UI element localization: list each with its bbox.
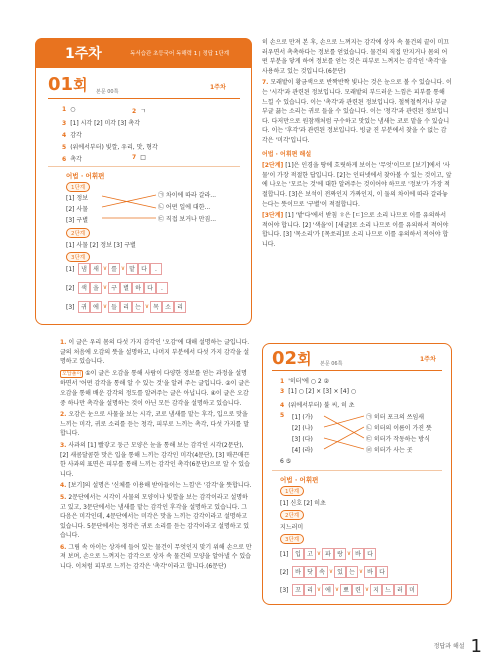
s1-match-right-1: ㉠ 차이에 따라 갈라... — [158, 192, 217, 199]
char-box: ∨ — [358, 568, 364, 575]
s1-answer-3 — [62, 118, 140, 127]
char-box: ∨ — [316, 586, 322, 593]
s1-step3-row-1 — [78, 263, 162, 275]
para-text: 히 손으로 만져 본 후, 손으로 느껴지는 감각에 상자 속 물건의 끝이 미끄러우면서 촉촉하다는 정보를 얻었습니다. 물건의 직접 만지거나 몸의 어떤 부분을 닿게 하여 정보를 얻는 것은 피부로 느껴지는 감각인 '촉각'을 사용하고 있는 것입니다.(6문단) — [262, 39, 450, 75]
char-box: 랑 — [334, 548, 346, 560]
step-tag: [3단계] — [262, 212, 284, 220]
session-2-tag: 1주차 — [420, 356, 436, 363]
para-text: 이 글은 우리 몸의 다섯 가지 감각인 '오감'에 대해 설명하는 글입니다. 글의 처음에 오감의 뜻을 설명하고, 나머지 부분에서 다섯 가지 감각을 설명하고 있습니다. — [60, 339, 250, 366]
session-1-note: 본문 00쪽 — [96, 89, 119, 95]
answer-number: 7 — [132, 154, 137, 161]
answer-text: 촉각 — [70, 156, 82, 163]
s2-match-left-4: [4] (라) — [292, 447, 313, 454]
para-text: 사과의 [1] 빨갛고 둥근 모양은 눈을 통해 보는 감각인 시각(2문단), [2] 새콤달콤한 맛은 입을 통해 느끼는 감각인 미각(4문단), [3] 매끈매끈한 사과의 표면은 피부를 통해 느끼는 감각인 촉각(6문단)으로 알 수 있습니다. — [60, 441, 250, 478]
week-title: 1주차 — [65, 46, 102, 62]
session-1-num-text: 01 — [48, 74, 74, 95]
s2-answer-6: 6 ⑤ — [280, 458, 292, 465]
left-explanations — [60, 338, 252, 574]
char-box: ∨ — [316, 550, 322, 557]
answer-text: [1] 시각 [2] 미각 [3] 촉각 — [70, 120, 140, 127]
char-box: 는 — [346, 566, 358, 578]
para-number: 4. — [60, 482, 67, 490]
s1-step3-label-2: [2] — [66, 285, 75, 292]
char-box: 새 — [90, 263, 102, 275]
para-5 — [60, 493, 252, 541]
answer-text: ㄱ — [140, 108, 146, 115]
answer-number: 1 — [280, 378, 285, 385]
session-2-num-text: 02 — [272, 348, 298, 369]
session-2-label: 회 — [297, 350, 312, 368]
s1-step3-row-3 — [78, 301, 186, 313]
char-box: 뾰 — [340, 584, 352, 596]
char-box: 맡 — [126, 263, 138, 275]
answer-number: 6 — [62, 156, 67, 163]
char-box: 다 — [364, 548, 376, 560]
char-box: 을 — [90, 282, 102, 294]
answer-number: 5 — [280, 412, 285, 419]
s1-vocab-title: 어법 · 어휘편 — [66, 172, 105, 180]
char-box: ∨ — [102, 284, 108, 291]
char-box: 하 — [132, 282, 144, 294]
s2-match-left-1: [1] (가) — [292, 414, 313, 421]
s1-answer-7 — [132, 154, 146, 161]
char-box: 고 — [304, 548, 316, 560]
answer-number: 3 — [280, 388, 285, 395]
para-text: 그림 속 아이는 상자에 들어 있는 물건이 무엇인지 맞기 위해 손으로 만져 보며, 손으로 느껴지는 감각으로 상자 속 물건의 모양을 알아낼 수 있습니다. 이처럼 피부로 느끼는 감각은 '촉각'이라고 합니다.(6문단) — [60, 543, 252, 571]
char-box: 냄 — [78, 263, 90, 275]
char-box: 속 — [316, 566, 328, 578]
s1-match-left-1: [1] 정보 — [66, 195, 88, 202]
s2-step2-chip: 2단계 — [280, 510, 304, 520]
page-footer — [434, 636, 482, 657]
s1-match-left-3: [3] 구별 — [66, 217, 88, 224]
session-1-number — [48, 74, 88, 95]
para-3 — [60, 441, 252, 479]
char-box: ∨ — [120, 265, 126, 272]
char-box: 에 — [322, 584, 334, 596]
s2-step3-row-1 — [292, 548, 376, 560]
answer-text: 감각 — [70, 132, 82, 139]
char-box: 는 — [132, 301, 144, 313]
vocab-explain-2 — [262, 161, 452, 209]
char-box: 바 — [292, 566, 304, 578]
s1-answer-2 — [132, 106, 146, 115]
footer-label: 정답과 해설 — [433, 643, 465, 650]
s2-vocab-title: 어법 · 어휘편 — [280, 476, 319, 484]
para-1 — [60, 338, 252, 367]
para-4 — [60, 481, 252, 491]
s2-step3-row-2 — [292, 566, 388, 578]
week-subtitle: 독서습관 초등국어 독해력 1 | 정답 1단계 — [130, 51, 230, 57]
s1-match-right-2: ㉡ 어떤 일에 대한... — [158, 204, 211, 211]
char-box: 목 — [150, 301, 162, 313]
s2-answer-5-label — [280, 412, 288, 419]
char-box: 미 — [406, 584, 418, 596]
session-2-number — [272, 348, 312, 369]
week-header — [35, 38, 252, 68]
para-7 — [262, 78, 452, 145]
para-cont — [262, 38, 452, 76]
char-box: 들 — [108, 301, 120, 313]
s1-step2-answers: [1] 사물 [2] 정보 [3] 구별 — [66, 242, 136, 249]
char-box: 닷 — [304, 566, 316, 578]
answer-number: 5 — [62, 144, 67, 151]
answer-number: 1 — [62, 106, 67, 113]
char-box: ∨ — [334, 586, 340, 593]
page-number: 1 — [470, 636, 482, 657]
char-box: 다 — [138, 263, 150, 275]
answer-text: ○ — [70, 106, 76, 113]
char-box: 를 — [108, 263, 120, 275]
s2-match-right-2: ㉡ 히터의 이름이 가진 뜻 — [366, 425, 432, 432]
char-box: 러 — [394, 584, 406, 596]
wrong-answer-tag: 오답풀이 — [62, 370, 82, 377]
s1-step1-chip: 1단계 — [66, 182, 90, 192]
para-text: [1] '밭'다'에서 받침 ㅎ은 [ㄷ]으로 소리 나므로 이를 유의하서 적어야 합니다. [2] '색을'이 [새글]로 소리 나므로 이를 유의하서 적어야 합니다. [3] '목소리'가 [목쏘리]로 소리 나므로 이를 유의하서 적어야 합니다. — [262, 212, 449, 248]
right-explanations — [262, 38, 452, 251]
char-box: 지 — [370, 584, 382, 596]
s1-match-right-3: ㉢ 직접 보거나 만짐... — [158, 216, 217, 223]
char-box: . — [150, 263, 162, 275]
s2-step2-answers: 지느러미 — [280, 524, 304, 531]
divider — [48, 98, 240, 99]
s1-answer-1 — [62, 106, 75, 113]
char-box: 느 — [382, 584, 394, 596]
char-box: 있 — [334, 566, 346, 578]
s2-match-right-3: ㉢ 히터가 작동하는 방식 — [366, 436, 430, 443]
para-text: 2문단에서는 시각이 사물의 모양이나 빛깔을 보는 감각이라고 설명하고 있고, 3문단에서는 냄새를 맡는 감각인 후각을 설명하고 있습니다. 그 다음은 미각인데, 4문단에서는 미각은 맛을 느끼는 감각이라고 설명하고 있습니다. 5문단에서는 청각은 귀로 소리를 듣는 감각이라고 설명하고 있습니다. — [60, 493, 250, 540]
char-box: . — [156, 282, 168, 294]
answer-number: 2 — [132, 108, 137, 115]
s2-step3-chip: 3단계 — [280, 534, 304, 544]
char-box: 귀 — [78, 301, 90, 313]
s2-step1-answers: [1] 신호 [2] 히초 — [280, 500, 326, 507]
char-box: 다 — [376, 566, 388, 578]
answer-number: 3 — [62, 120, 67, 127]
s1-answer-5 — [62, 142, 158, 151]
s1-step3-label-1: [1] — [66, 266, 75, 273]
answer-number: 4 — [62, 132, 67, 139]
divider — [48, 166, 240, 167]
char-box: 입 — [292, 548, 304, 560]
s2-match-right-4: ㉣ 히터가 사는 곳 — [366, 447, 413, 454]
session-1-tag: 1주차 — [210, 84, 226, 91]
answer-text: □ — [140, 154, 146, 161]
vocab-explain-3 — [262, 211, 452, 249]
char-box: 리 — [120, 301, 132, 313]
char-box: ∨ — [346, 550, 352, 557]
s2-step3-label-2: [2] — [280, 569, 289, 576]
step-tag: [2단계] — [262, 162, 284, 170]
char-box: ∨ — [144, 303, 150, 310]
answer-text: '히터'에 ○ 2 ② — [288, 378, 330, 385]
s1-step3-label-3: [3] — [66, 304, 75, 311]
char-box: 바 — [352, 548, 364, 560]
char-box: 색 — [78, 282, 90, 294]
char-box: 련 — [352, 584, 364, 596]
para-number: 3. — [60, 441, 67, 449]
s2-step3-label-1: [1] — [280, 551, 289, 558]
answer-text: (위에서부터) 불 씨, 히 초 — [288, 402, 355, 409]
s2-step1-chip: 1단계 — [280, 486, 304, 496]
answer-text: [1] ○ [2] × [3] × [4] ○ — [288, 388, 357, 395]
s1-answer-6 — [62, 154, 82, 163]
para-text: 모래밭이 황금색으로 반짝반짝 빛나는 것은 눈으로 볼 수 있습니다. 이는 '시각'과 관련된 정보입니다. 모래밭의 부드러운 느낌은 피부를 통해 느낄 수 있습니다. 이는 '촉각'과 관련된 정보입니다. 철썩철썩거나 부글부글 끓는 소리는 귀로 들을 수 있습니다. 이는 '청각'과 관련된 정보입니다. 다저만으로 원참깨처럼 구수하고 맛있는 냄새는 코로 맡을 수 있습니다. 이는 '후각'과 관련된 정보입니다. 빙글 진 부분에서 찾을 수 없는 감각은 '미각'입니다. — [262, 79, 452, 144]
char-box: ∨ — [364, 586, 370, 593]
divider — [272, 370, 442, 371]
char-box: ∨ — [102, 265, 108, 272]
s2-answer-1 — [280, 376, 329, 385]
s1-answer-4 — [62, 130, 82, 139]
char-box: 소 — [162, 301, 174, 313]
char-box: 바 — [364, 566, 376, 578]
s1-step3-chip: 3단계 — [66, 252, 90, 262]
answer-number: 4 — [280, 402, 285, 409]
s1-step3-row-2 — [78, 282, 168, 294]
s2-match-right-1: ㉠ 히터 포크의 쓰임새 — [366, 414, 425, 421]
para-text: 오감은 눈으로 사물을 보는 시각, 코로 냄새를 맡는 후각, 입으로 맛을 느끼는 미각, 귀로 소리를 듣는 청각, 피부로 느끼는 촉각, 다섯 가지를 말합니다. — [60, 411, 249, 438]
char-box: 다 — [144, 282, 156, 294]
s2-answer-4 — [280, 400, 355, 409]
char-box: ∨ — [102, 303, 108, 310]
session-2-note: 본문 06쪽 — [320, 361, 343, 367]
para-number: 7. — [262, 79, 269, 87]
char-box: 파 — [322, 548, 334, 560]
para-number: 1. — [60, 339, 67, 346]
s2-step3-row-3 — [292, 584, 418, 596]
para-number: 2. — [60, 411, 67, 419]
s2-match-left-3: [3] (다) — [292, 436, 313, 443]
s2-match-lines — [322, 412, 366, 452]
s1-step2-chip: 2단계 — [66, 228, 90, 238]
s2-step3-label-3: [3] — [280, 587, 289, 594]
char-box: 꼬 — [292, 584, 304, 596]
para-number: 5. — [60, 493, 67, 501]
para-wrong — [60, 369, 252, 408]
char-box: 리 — [174, 301, 186, 313]
vocab-explain-heading: 어법 · 어휘편 해설 — [262, 150, 312, 158]
s1-match-left-2: [2] 사물 — [66, 206, 88, 213]
s2-answer-3 — [280, 388, 356, 395]
para-text: [보기]의 설명은 '신체를 이용해 받아들이는 느낌'은 '감각'을 뜻합니다. — [68, 482, 252, 490]
para-2 — [60, 410, 252, 439]
s2-match-left-2: [2] (나) — [292, 425, 313, 432]
char-box: 에 — [90, 301, 102, 313]
char-box: ∨ — [328, 568, 334, 575]
char-box: 구 — [108, 282, 120, 294]
vocab-explain-title — [262, 150, 452, 160]
para-number: 6. — [60, 543, 67, 551]
char-box: 별 — [120, 282, 132, 294]
s1-match-lines — [100, 192, 160, 222]
divider — [272, 470, 442, 471]
para-text: [1]은 인경을 땅에 흐릿하게 보이는 '무엇'이므로 [보기]에서 '사물'이 가장 적절한 답입니다. [2]는 인터넷에서 찾아볼 수 있는 것이고, 앞에 나오는 '모르는 것'에 대한 알려주는 것이어야 하므로 '정보'가 가장 적절합니다. [3]은 보석이 전짜인지 가짜인지, 이 둘의 차이에 따라 갈라놓는다는 뜻이므로 '구별'이 적절합니다. — [262, 162, 452, 208]
para-6 — [60, 543, 252, 572]
answer-text: (위에서부터) 빛깔, 우리, 맛, 형각 — [70, 144, 158, 151]
char-box: 리 — [304, 584, 316, 596]
para-text: ①이 글은 오감을 통해 사람이 다양한 정보를 얻는 과정을 설명하면서 '어떤 감각을 통해 알 수 있는 것'을 알려 주는 글입니다. ②이 글은 오감을 통해 배운 감각의 정도를 알려주는 글은 아닙니다. ④이 글은 오감 중 하나만 촉각을 설명하는 것이 아닌 모든 감각을 설명하고 있습니다. — [60, 369, 250, 407]
session-1-label: 회 — [73, 76, 88, 94]
